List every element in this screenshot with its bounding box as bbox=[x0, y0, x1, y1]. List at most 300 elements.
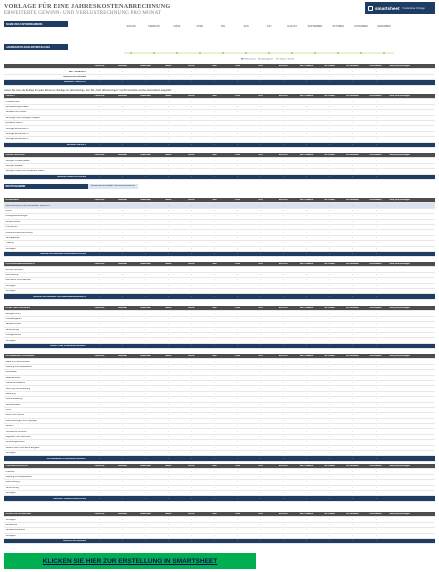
value-cell[interactable]: - bbox=[329, 170, 330, 173]
row-label[interactable]: Kreditgebühren bbox=[5, 334, 22, 337]
value-cell[interactable]: - bbox=[191, 481, 192, 484]
value-cell[interactable]: - bbox=[283, 105, 284, 108]
value-cell[interactable]: - bbox=[329, 371, 330, 374]
value-cell[interactable]: - bbox=[283, 403, 284, 406]
value-cell[interactable]: - bbox=[145, 492, 146, 495]
value-cell[interactable]: - bbox=[168, 290, 169, 293]
row-label[interactable]: Weitere durch rechtliche Eingabe bbox=[5, 446, 40, 449]
value-cell[interactable]: - bbox=[329, 242, 330, 245]
value-cell[interactable]: - bbox=[99, 387, 100, 390]
row-label[interactable]: Löhne bbox=[5, 209, 12, 212]
value-cell[interactable]: - bbox=[352, 100, 353, 103]
value-cell[interactable]: - bbox=[306, 486, 307, 489]
value-cell[interactable]: - bbox=[191, 382, 192, 385]
value-cell[interactable]: - bbox=[145, 317, 146, 320]
value-cell[interactable]: - bbox=[352, 518, 353, 521]
value-cell[interactable]: - bbox=[214, 111, 215, 114]
value-cell[interactable]: - bbox=[168, 105, 169, 108]
value-cell[interactable]: - bbox=[329, 518, 330, 521]
value-cell[interactable]: - bbox=[237, 534, 238, 537]
value-cell[interactable]: - bbox=[191, 470, 192, 473]
value-cell[interactable]: - bbox=[306, 284, 307, 287]
row-label[interactable]: Weniger Umsatzrabatte bbox=[5, 159, 30, 162]
value-cell[interactable]: - bbox=[260, 518, 261, 521]
value-cell[interactable]: - bbox=[145, 475, 146, 478]
value-cell[interactable]: - bbox=[122, 132, 123, 135]
value-cell[interactable]: - bbox=[168, 523, 169, 526]
value-cell[interactable]: - bbox=[191, 419, 192, 422]
row-label[interactable]: Erhaltene Skonti bbox=[5, 122, 23, 125]
value-cell[interactable]: - bbox=[122, 441, 123, 444]
value-cell[interactable]: - bbox=[329, 523, 330, 526]
value-cell[interactable]: - bbox=[283, 159, 284, 162]
value-cell[interactable]: - bbox=[214, 446, 215, 449]
value-cell[interactable]: - bbox=[214, 339, 215, 342]
value-cell[interactable]: - bbox=[329, 339, 330, 342]
value-cell[interactable]: - bbox=[352, 481, 353, 484]
value-cell[interactable]: - bbox=[145, 430, 146, 433]
value-cell[interactable]: - bbox=[168, 236, 169, 239]
value-cell[interactable]: - bbox=[352, 492, 353, 495]
value-cell[interactable]: - bbox=[191, 339, 192, 342]
value-cell[interactable]: - bbox=[191, 273, 192, 276]
row-label[interactable]: Training bbox=[5, 242, 14, 245]
value-cell[interactable]: - bbox=[168, 425, 169, 428]
value-cell[interactable]: - bbox=[283, 398, 284, 401]
row-label[interactable]: Variable Zinsen bbox=[5, 323, 22, 326]
value-cell[interactable]: - bbox=[237, 376, 238, 379]
value-cell[interactable]: - bbox=[306, 441, 307, 444]
value-cell[interactable]: - bbox=[352, 138, 353, 141]
value-cell[interactable]: - bbox=[237, 425, 238, 428]
value-cell[interactable]: - bbox=[352, 317, 353, 320]
value-cell[interactable]: - bbox=[191, 209, 192, 212]
value-cell[interactable]: - bbox=[145, 409, 146, 412]
value-cell[interactable]: - bbox=[329, 312, 330, 315]
value-cell[interactable]: - bbox=[237, 273, 238, 276]
value-cell[interactable]: - bbox=[214, 392, 215, 395]
value-cell[interactable]: - bbox=[329, 116, 330, 119]
value-cell[interactable]: - bbox=[145, 534, 146, 537]
value-cell[interactable]: - bbox=[237, 127, 238, 130]
value-cell[interactable]: - bbox=[99, 111, 100, 114]
value-cell[interactable]: - bbox=[191, 242, 192, 245]
value-cell[interactable]: - bbox=[122, 159, 123, 162]
value-cell[interactable]: - bbox=[283, 365, 284, 368]
value-cell[interactable]: - bbox=[214, 398, 215, 401]
value-cell[interactable]: - bbox=[214, 328, 215, 331]
value-cell[interactable]: - bbox=[168, 452, 169, 455]
value-cell[interactable]: - bbox=[191, 279, 192, 282]
value-cell[interactable]: - bbox=[237, 419, 238, 422]
value-cell[interactable]: - bbox=[329, 268, 330, 271]
value-cell[interactable]: - bbox=[122, 414, 123, 417]
value-cell[interactable]: - bbox=[145, 419, 146, 422]
value-cell[interactable]: - bbox=[214, 122, 215, 125]
value-cell[interactable]: - bbox=[329, 122, 330, 125]
value-cell[interactable]: - bbox=[145, 273, 146, 276]
value-cell[interactable]: - bbox=[168, 360, 169, 363]
value-cell[interactable]: - bbox=[260, 523, 261, 526]
value-cell[interactable]: - bbox=[260, 534, 261, 537]
value-cell[interactable]: - bbox=[168, 470, 169, 473]
value-cell[interactable]: - bbox=[122, 284, 123, 287]
value-cell[interactable]: - bbox=[283, 452, 284, 455]
value-cell[interactable]: - bbox=[306, 247, 307, 250]
value-cell[interactable]: - bbox=[352, 425, 353, 428]
value-cell[interactable]: - bbox=[260, 268, 261, 271]
value-cell[interactable]: - bbox=[214, 105, 215, 108]
value-cell[interactable]: - bbox=[214, 317, 215, 320]
value-cell[interactable]: - bbox=[214, 430, 215, 433]
value-cell[interactable]: - bbox=[283, 164, 284, 167]
value-cell[interactable]: - bbox=[214, 403, 215, 406]
value-cell[interactable]: - bbox=[329, 164, 330, 167]
value-cell[interactable]: - bbox=[168, 284, 169, 287]
value-cell[interactable]: - bbox=[122, 398, 123, 401]
row-label[interactable]: Miete und Nebenkosten bbox=[5, 360, 30, 363]
value-cell[interactable]: - bbox=[122, 247, 123, 250]
value-cell[interactable]: - bbox=[329, 323, 330, 326]
value-cell[interactable]: - bbox=[145, 100, 146, 103]
value-cell[interactable]: - bbox=[168, 436, 169, 439]
value-cell[interactable]: - bbox=[306, 529, 307, 532]
row-label[interactable]: Technische Lizenzen bbox=[5, 430, 27, 433]
value-cell[interactable]: - bbox=[214, 419, 215, 422]
value-cell[interactable]: - bbox=[122, 290, 123, 293]
value-cell[interactable]: - bbox=[237, 138, 238, 141]
value-cell[interactable]: - bbox=[237, 392, 238, 395]
value-cell[interactable]: - bbox=[283, 317, 284, 320]
value-cell[interactable]: - bbox=[168, 419, 169, 422]
value-cell[interactable]: - bbox=[237, 111, 238, 114]
value-cell[interactable]: - bbox=[168, 116, 169, 119]
value-cell[interactable]: - bbox=[191, 111, 192, 114]
value-cell[interactable]: - bbox=[329, 430, 330, 433]
value-cell[interactable]: - bbox=[145, 226, 146, 229]
value-cell[interactable]: - bbox=[352, 430, 353, 433]
value-cell[interactable]: - bbox=[283, 334, 284, 337]
value-cell[interactable]: - bbox=[122, 328, 123, 331]
row-label[interactable]: Sonstige Einnahmen 3 bbox=[5, 138, 29, 141]
value-cell[interactable]: - bbox=[214, 382, 215, 385]
value-cell[interactable]: - bbox=[214, 273, 215, 276]
value-cell[interactable]: - bbox=[168, 247, 169, 250]
value-cell[interactable]: - bbox=[352, 446, 353, 449]
value-cell[interactable]: - bbox=[122, 116, 123, 119]
value-cell[interactable]: - bbox=[352, 452, 353, 455]
value-cell[interactable]: - bbox=[168, 279, 169, 282]
value-cell[interactable]: - bbox=[260, 105, 261, 108]
value-cell[interactable]: - bbox=[306, 492, 307, 495]
row-label[interactable]: Sonstiges bbox=[5, 247, 16, 250]
value-cell[interactable]: - bbox=[237, 116, 238, 119]
value-cell[interactable]: - bbox=[237, 323, 238, 326]
value-cell[interactable]: - bbox=[260, 122, 261, 125]
value-cell[interactable]: - bbox=[329, 138, 330, 141]
value-cell[interactable]: - bbox=[260, 446, 261, 449]
value-cell[interactable]: - bbox=[329, 436, 330, 439]
value-cell[interactable]: - bbox=[283, 273, 284, 276]
value-cell[interactable]: - bbox=[260, 290, 261, 293]
value-cell[interactable]: - bbox=[329, 105, 330, 108]
value-cell[interactable]: - bbox=[122, 387, 123, 390]
value-cell[interactable]: - bbox=[214, 116, 215, 119]
value-cell[interactable]: - bbox=[237, 339, 238, 342]
value-cell[interactable]: - bbox=[191, 523, 192, 526]
value-cell[interactable]: - bbox=[191, 441, 192, 444]
value-cell[interactable]: - bbox=[191, 409, 192, 412]
value-cell[interactable]: - bbox=[306, 430, 307, 433]
value-cell[interactable]: - bbox=[329, 247, 330, 250]
value-cell[interactable]: - bbox=[237, 122, 238, 125]
value-cell[interactable]: - bbox=[122, 323, 123, 326]
row-label[interactable]: Zahlungen aus Anteiligen Abgabe bbox=[5, 116, 40, 119]
value-cell[interactable]: - bbox=[168, 317, 169, 320]
value-cell[interactable]: - bbox=[145, 290, 146, 293]
value-cell[interactable]: - bbox=[214, 323, 215, 326]
row-label[interactable]: Bürobedarf bbox=[5, 371, 17, 374]
row-label[interactable]: Provisionen bbox=[5, 226, 18, 229]
value-cell[interactable]: - bbox=[283, 111, 284, 114]
value-cell[interactable]: - bbox=[237, 334, 238, 337]
value-cell[interactable]: - bbox=[122, 220, 123, 223]
value-cell[interactable]: - bbox=[214, 231, 215, 234]
value-cell[interactable]: - bbox=[260, 111, 261, 114]
value-cell[interactable]: - bbox=[283, 529, 284, 532]
value-cell[interactable]: - bbox=[145, 247, 146, 250]
value-cell[interactable]: - bbox=[168, 111, 169, 114]
row-label[interactable]: Kraftstoff bbox=[5, 470, 15, 473]
value-cell[interactable]: - bbox=[191, 226, 192, 229]
value-cell[interactable]: - bbox=[306, 279, 307, 282]
value-cell[interactable]: - bbox=[283, 116, 284, 119]
value-cell[interactable]: - bbox=[329, 231, 330, 234]
value-cell[interactable]: - bbox=[191, 231, 192, 234]
row-label[interactable]: Abschreibung bbox=[5, 481, 20, 484]
value-cell[interactable]: - bbox=[329, 486, 330, 489]
value-cell[interactable]: - bbox=[306, 138, 307, 141]
value-cell[interactable]: - bbox=[214, 414, 215, 417]
value-cell[interactable]: - bbox=[352, 376, 353, 379]
value-cell[interactable]: - bbox=[122, 100, 123, 103]
value-cell[interactable]: - bbox=[306, 242, 307, 245]
value-cell[interactable]: - bbox=[168, 132, 169, 135]
value-cell[interactable]: - bbox=[283, 209, 284, 212]
value-cell[interactable]: - bbox=[99, 446, 100, 449]
value-cell[interactable]: - bbox=[214, 226, 215, 229]
value-cell[interactable]: - bbox=[260, 132, 261, 135]
value-cell[interactable]: - bbox=[260, 323, 261, 326]
value-cell[interactable]: - bbox=[168, 534, 169, 537]
row-label[interactable]: Sonstiges bbox=[5, 452, 16, 455]
value-cell[interactable]: - bbox=[122, 360, 123, 363]
value-cell[interactable]: - bbox=[214, 268, 215, 271]
row-label[interactable]: Arbeitgeberleistungen bbox=[5, 215, 28, 218]
value-cell[interactable]: - bbox=[145, 279, 146, 282]
row-label[interactable]: Materialkosten bbox=[5, 376, 21, 379]
value-cell[interactable]: - bbox=[168, 371, 169, 374]
value-cell[interactable]: - bbox=[145, 360, 146, 363]
value-cell[interactable]: - bbox=[99, 470, 100, 473]
value-cell[interactable]: - bbox=[329, 446, 330, 449]
value-cell[interactable]: - bbox=[99, 436, 100, 439]
value-cell[interactable]: - bbox=[237, 403, 238, 406]
value-cell[interactable]: - bbox=[99, 492, 100, 495]
value-cell[interactable]: - bbox=[168, 409, 169, 412]
value-cell[interactable]: - bbox=[145, 236, 146, 239]
value-cell[interactable]: - bbox=[99, 441, 100, 444]
value-cell[interactable]: - bbox=[214, 518, 215, 521]
value-cell[interactable]: - bbox=[329, 209, 330, 212]
value-cell[interactable]: - bbox=[283, 376, 284, 379]
row-label[interactable]: Abschreibungen und Tilgungen bbox=[5, 419, 38, 422]
value-cell[interactable]: - bbox=[99, 215, 100, 218]
value-cell[interactable]: - bbox=[352, 284, 353, 287]
row-label[interactable]: Sonstiges bbox=[5, 284, 16, 287]
value-cell[interactable]: - bbox=[237, 371, 238, 374]
value-cell[interactable]: - bbox=[145, 387, 146, 390]
value-cell[interactable]: - bbox=[99, 127, 100, 130]
value-cell[interactable]: - bbox=[237, 387, 238, 390]
value-cell[interactable]: - bbox=[214, 376, 215, 379]
value-cell[interactable]: - bbox=[191, 290, 192, 293]
value-cell[interactable]: - bbox=[306, 339, 307, 342]
value-cell[interactable]: - bbox=[306, 534, 307, 537]
value-cell[interactable]: - bbox=[168, 323, 169, 326]
value-cell[interactable]: - bbox=[306, 419, 307, 422]
value-cell[interactable]: - bbox=[260, 231, 261, 234]
value-cell[interactable]: - bbox=[168, 312, 169, 315]
value-cell[interactable]: - bbox=[122, 392, 123, 395]
value-cell[interactable]: - bbox=[122, 436, 123, 439]
value-cell[interactable]: - bbox=[168, 220, 169, 223]
row-label[interactable]: Steuern bbox=[5, 425, 14, 428]
value-cell[interactable]: - bbox=[283, 360, 284, 363]
value-cell[interactable]: - bbox=[306, 312, 307, 315]
value-cell[interactable]: - bbox=[237, 284, 238, 287]
value-cell[interactable]: - bbox=[260, 339, 261, 342]
value-cell[interactable]: - bbox=[306, 425, 307, 428]
value-cell[interactable]: - bbox=[214, 334, 215, 337]
row-label[interactable]: Telekommunikation bbox=[5, 382, 26, 385]
value-cell[interactable]: - bbox=[122, 170, 123, 173]
row-label[interactable]: Sonstiges bbox=[5, 492, 16, 495]
value-cell[interactable]: - bbox=[191, 116, 192, 119]
value-cell[interactable]: - bbox=[145, 436, 146, 439]
value-cell[interactable]: - bbox=[260, 492, 261, 495]
value-cell[interactable]: - bbox=[352, 365, 353, 368]
value-cell[interactable]: - bbox=[145, 164, 146, 167]
value-cell[interactable]: - bbox=[191, 127, 192, 130]
value-cell[interactable]: - bbox=[214, 481, 215, 484]
value-cell[interactable]: - bbox=[352, 360, 353, 363]
value-cell[interactable]: - bbox=[352, 111, 353, 114]
value-cell[interactable]: - bbox=[237, 365, 238, 368]
value-cell[interactable]: - bbox=[306, 334, 307, 337]
value-cell[interactable]: - bbox=[191, 403, 192, 406]
value-cell[interactable]: - bbox=[283, 242, 284, 245]
value-cell[interactable]: - bbox=[168, 446, 169, 449]
value-cell[interactable]: - bbox=[352, 398, 353, 401]
value-cell[interactable]: - bbox=[122, 268, 123, 271]
row-label[interactable]: Reise und Freizeit bbox=[5, 414, 25, 417]
value-cell[interactable]: - bbox=[191, 105, 192, 108]
value-cell[interactable]: - bbox=[122, 317, 123, 320]
value-cell[interactable]: - bbox=[214, 470, 215, 473]
value-cell[interactable]: - bbox=[306, 414, 307, 417]
value-cell[interactable]: - bbox=[145, 105, 146, 108]
value-cell[interactable]: - bbox=[260, 242, 261, 245]
value-cell[interactable]: - bbox=[122, 105, 123, 108]
value-cell[interactable]: - bbox=[260, 100, 261, 103]
value-cell[interactable]: - bbox=[99, 268, 100, 271]
value-cell[interactable]: - bbox=[99, 122, 100, 125]
value-cell[interactable]: - bbox=[352, 220, 353, 223]
value-cell[interactable]: - bbox=[260, 116, 261, 119]
value-cell[interactable]: - bbox=[260, 425, 261, 428]
row-label[interactable]: Versicherung bbox=[5, 486, 19, 489]
value-cell[interactable]: - bbox=[168, 518, 169, 521]
row-label[interactable]: Werbemarketing bbox=[5, 398, 23, 401]
value-cell[interactable]: - bbox=[283, 236, 284, 239]
value-cell[interactable]: - bbox=[122, 231, 123, 234]
value-cell[interactable]: - bbox=[237, 470, 238, 473]
value-cell[interactable]: - bbox=[352, 414, 353, 417]
value-cell[interactable]: - bbox=[168, 387, 169, 390]
value-cell[interactable]: - bbox=[214, 236, 215, 239]
value-cell[interactable]: - bbox=[237, 441, 238, 444]
value-cell[interactable]: - bbox=[283, 279, 284, 282]
value-cell[interactable]: - bbox=[214, 475, 215, 478]
value-cell[interactable]: - bbox=[283, 419, 284, 422]
value-cell[interactable]: - bbox=[214, 290, 215, 293]
value-cell[interactable]: - bbox=[352, 419, 353, 422]
value-cell[interactable]: - bbox=[260, 376, 261, 379]
value-cell[interactable]: - bbox=[283, 323, 284, 326]
value-cell[interactable]: - bbox=[237, 247, 238, 250]
value-cell[interactable]: - bbox=[191, 122, 192, 125]
value-cell[interactable]: - bbox=[122, 312, 123, 315]
value-cell[interactable]: - bbox=[145, 523, 146, 526]
value-cell[interactable]: - bbox=[191, 268, 192, 271]
value-cell[interactable]: - bbox=[306, 290, 307, 293]
value-cell[interactable]: - bbox=[260, 360, 261, 363]
value-cell[interactable]: - bbox=[260, 441, 261, 444]
value-cell[interactable]: - bbox=[329, 220, 330, 223]
value-cell[interactable]: - bbox=[352, 436, 353, 439]
value-cell[interactable]: - bbox=[260, 414, 261, 417]
value-cell[interactable]: - bbox=[99, 371, 100, 374]
value-cell[interactable]: - bbox=[145, 328, 146, 331]
value-cell[interactable]: - bbox=[99, 419, 100, 422]
value-cell[interactable]: - bbox=[99, 430, 100, 433]
value-cell[interactable]: - bbox=[122, 486, 123, 489]
value-cell[interactable]: - bbox=[260, 486, 261, 489]
value-cell[interactable]: - bbox=[237, 492, 238, 495]
row-label[interactable]: Bankgebühren bbox=[5, 312, 21, 315]
value-cell[interactable]: - bbox=[168, 475, 169, 478]
value-cell[interactable]: - bbox=[352, 387, 353, 390]
value-cell[interactable]: - bbox=[168, 382, 169, 385]
value-cell[interactable]: - bbox=[168, 481, 169, 484]
row-label[interactable]: Porto bbox=[5, 409, 11, 412]
value-cell[interactable]: - bbox=[191, 215, 192, 218]
value-cell[interactable]: - bbox=[122, 236, 123, 239]
value-cell[interactable]: - bbox=[306, 518, 307, 521]
value-cell[interactable]: - bbox=[237, 409, 238, 412]
value-cell[interactable]: - bbox=[214, 523, 215, 526]
